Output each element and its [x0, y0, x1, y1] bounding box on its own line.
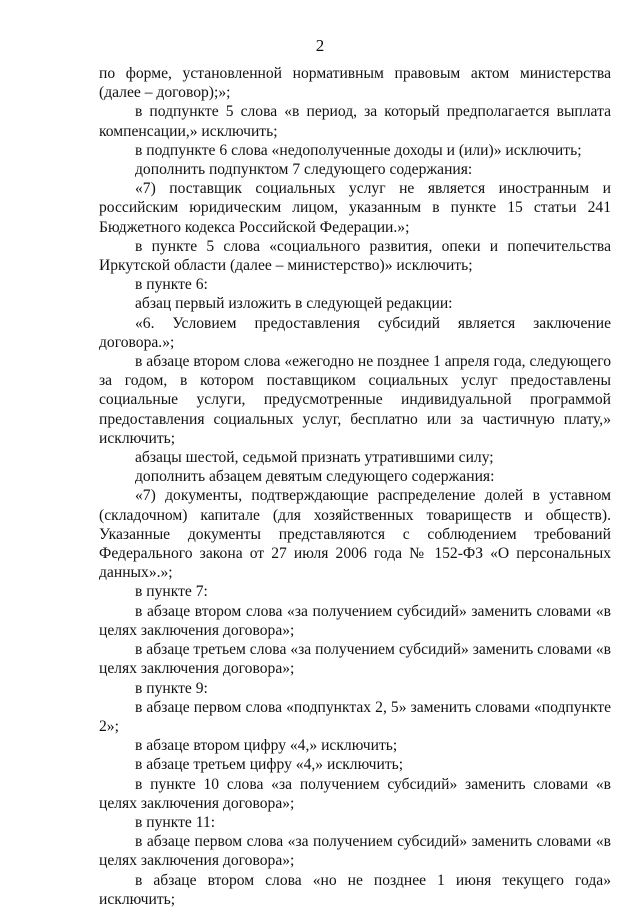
paragraph: в пункте 10 слова «за получением субсидий» заменить словами «в целях заключения договора»; [99, 775, 611, 812]
paragraph: «6. Условием предоставления субсидий является заключение договора.»; [99, 314, 611, 351]
document-body [99, 64, 611, 909]
paragraph: абзац первый изложить в следующей редакции: [135, 295, 453, 313]
paragraph: в абзаце первом слова «за получением субсидий» заменить словами «в целях заключения договора»; [99, 833, 611, 870]
paragraph: в подпункте 5 слова «в период, за который предполагается выплата компенсации,» исключить; [99, 103, 611, 140]
paragraph: в абзаце третьем слова «за получением субсидий» заменить словами «в целях заключения договора»; [99, 641, 611, 678]
paragraph: в абзаце втором слова «но не позднее 1 июня текущего года» исключить; [99, 871, 611, 908]
paragraph: в абзаце втором цифру «4,» исключить; [135, 737, 398, 755]
paragraph: по форме, установленной нормативным правовым актом министерства (далее – договор);»; [99, 65, 611, 102]
paragraph: в абзаце первом слова «подпунктах 2, 5» заменить словами «подпункте 2»; [99, 698, 611, 735]
paragraph: дополнить абзацем девятым следующего содержания: [135, 468, 495, 486]
paragraph: в пункте 6: [135, 276, 208, 294]
paragraph: в пункте 7: [135, 583, 208, 601]
paragraph: «7) поставщик социальных услуг не является иностранным и российским юридическим лицом, указанным в пункте 15 статьи 241 Бюджетного кодекса Российской Федерации.»; [99, 180, 611, 236]
page-number: 2 [315, 36, 325, 55]
paragraph: в подпункте 6 слова «недополученные доходы и (или)» исключить; [135, 141, 582, 159]
paragraph: дополнить подпунктом 7 следующего содержания: [135, 161, 473, 179]
paragraph: в пункте 11: [135, 813, 216, 831]
paragraph: «7) документы, подтверждающие распределение долей в уставном (складочном) капитале (для хозяйственных товариществ и обществ). Указанные документы представляются с соблюдением требований Федерального закона от 27 июля 2006 года № 152-ФЗ «О персональных данных».»; [99, 487, 611, 582]
paragraph: абзацы шестой, седьмой признать утратившими силу; [135, 449, 494, 467]
paragraph: в пункте 5 слова «социального развития, опеки и попечительства Иркутской области (далее – министерство)» исключить; [99, 237, 611, 275]
paragraph: в абзаце втором слова «ежегодно не позднее 1 апреля года, следующего за годом, в котором поставщиком социальных услуг предоставлены социальные услуги, предусмотренные индивидуальной программой предоставления социальных услуг, бесплатно или за частичную плату,» исключить; [99, 353, 611, 447]
paragraph: в абзаце втором слова «за получением субсидий» заменить словами «в целях заключения договора»; [99, 602, 611, 639]
paragraph: в пункте 9: [135, 679, 208, 697]
paragraph: в абзаце третьем цифру «4,» исключить; [135, 756, 404, 774]
